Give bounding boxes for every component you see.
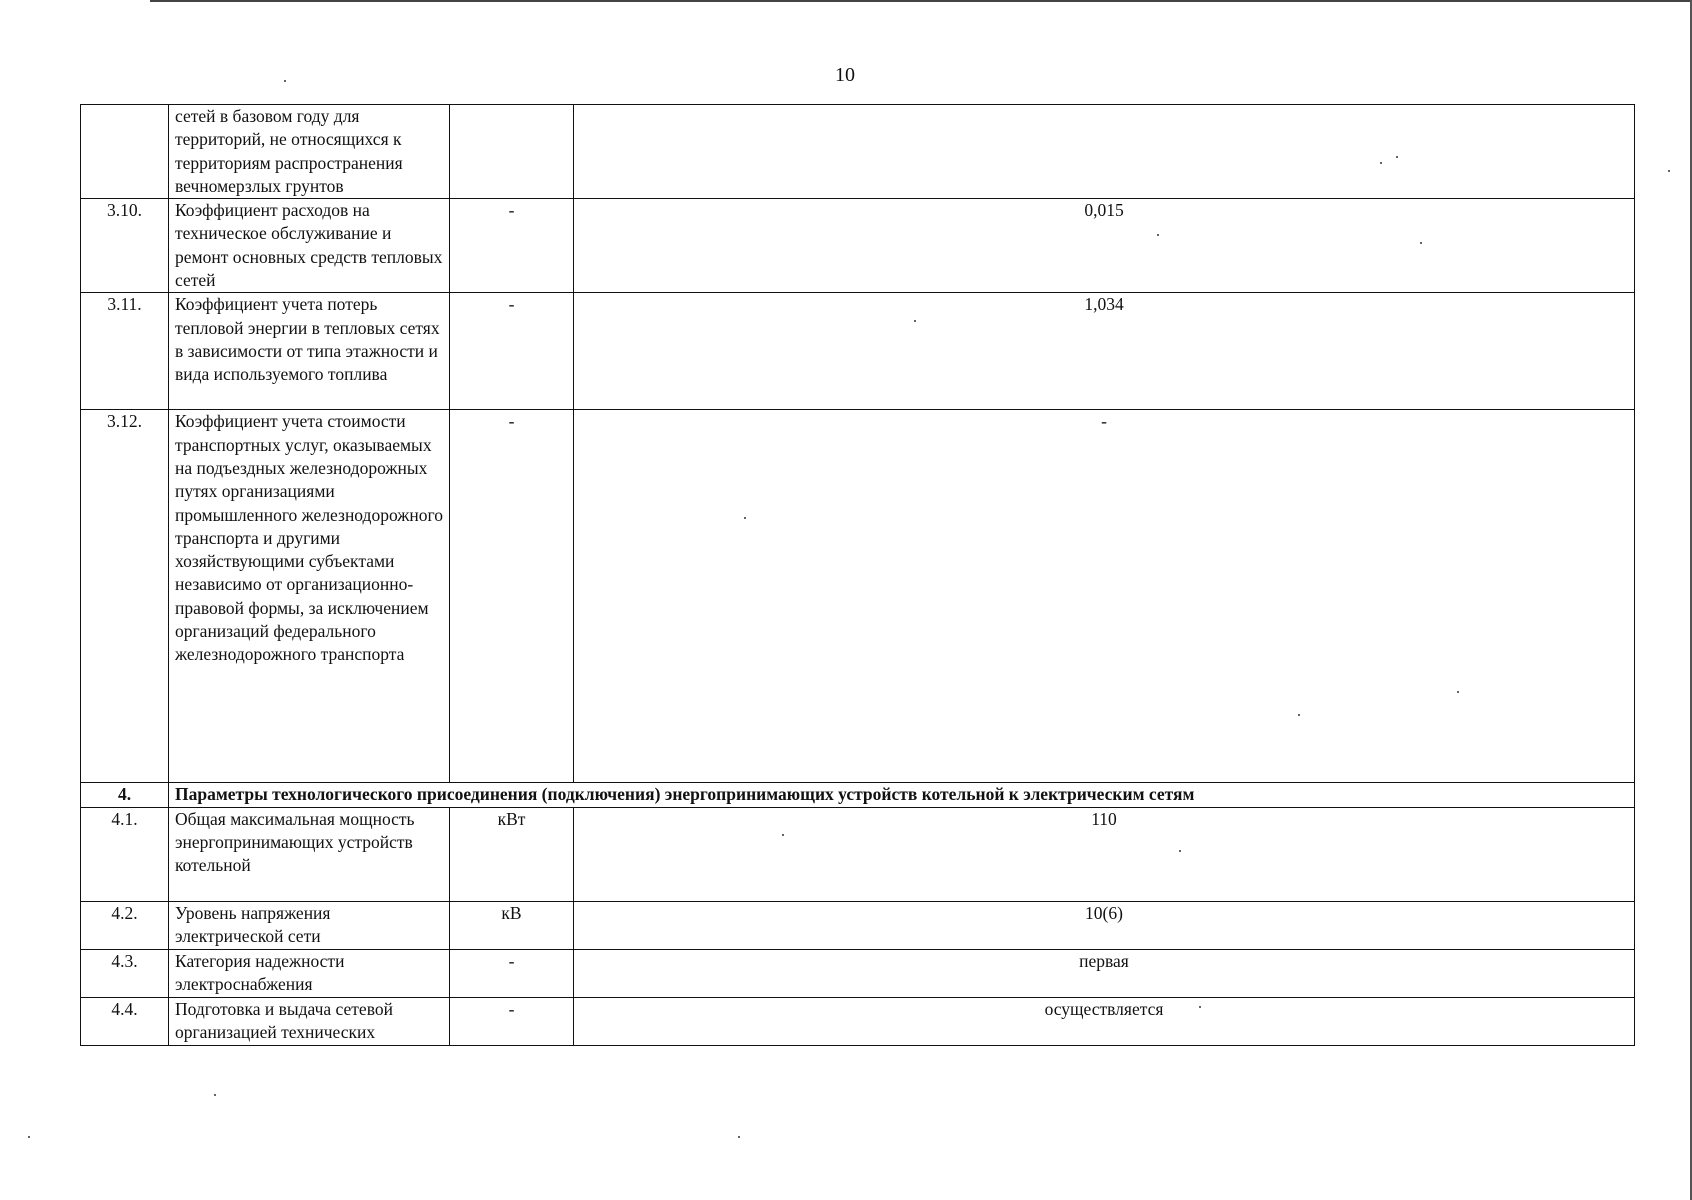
scan-speck (1298, 714, 1300, 716)
parameters-table (80, 104, 1635, 1046)
scan-speck (1199, 1006, 1201, 1008)
scan-speck (1457, 691, 1459, 693)
section-number: 4. (81, 783, 169, 807)
row-value: осуществляется (574, 997, 1635, 1045)
scan-edge-top (150, 0, 1692, 2)
scan-speck (28, 1136, 30, 1138)
row-value (574, 105, 1635, 199)
page-number: 10 (835, 64, 855, 86)
scan-speck (1380, 162, 1382, 164)
row-value: 10(6) (574, 901, 1635, 949)
table-row-4-3 (81, 949, 1635, 997)
row-value: 110 (574, 807, 1635, 901)
row-unit: кВ (450, 901, 574, 949)
row-number: 4.2. (81, 901, 169, 949)
row-unit: - (450, 410, 574, 783)
row-unit (450, 105, 574, 199)
scan-speck (738, 1136, 740, 1138)
table-row-continuation (81, 105, 1635, 199)
table-section-header-4 (81, 783, 1635, 807)
row-unit: - (450, 293, 574, 410)
table-row-3-12 (81, 410, 1635, 783)
table-row-3-11 (81, 293, 1635, 410)
row-number: 3.11. (81, 293, 169, 410)
table-row-4-2 (81, 901, 1635, 949)
row-number: 3.10. (81, 199, 169, 293)
scan-speck (744, 517, 746, 519)
table-row-3-10 (81, 199, 1635, 293)
section-title: Параметры технологического присоединения (подключения) энергопринимающих устройств котельной к электрическим сетям (169, 783, 1635, 807)
scan-speck (284, 80, 286, 82)
row-parameter-name: Уровень напряжения электрической сети (169, 901, 450, 949)
row-unit: - (450, 199, 574, 293)
row-parameter-name: Общая максимальная мощность энергопринимающих устройств котельной (169, 807, 450, 901)
row-parameter-name: Категория надежности электроснабжения (169, 949, 450, 997)
scan-speck (214, 1094, 216, 1096)
row-parameter-name: Коэффициент учета потерь тепловой энергии в тепловых сетях в зависимости от типа этажности и вида используемого топлива (169, 293, 450, 410)
row-unit: - (450, 997, 574, 1045)
row-parameter-name: сетей в базовом году для территорий, не относящихся к территориям распространения вечномерзлых грунтов (169, 105, 450, 199)
row-value: - (574, 410, 1635, 783)
row-parameter-name: Подготовка и выдача сетевой организацией технических (169, 997, 450, 1045)
row-parameter-name: Коэффициент учета стоимости транспортных услуг, оказываемых на подъездных железнодорожных путях организациями промышленного железнодорожного транспорта и другими хозяйствующими субъектами независимо от организационно-правовой формы, за исключением организаций федерального железнодорожного транспорта (169, 410, 450, 783)
row-number: 4.1. (81, 807, 169, 901)
row-unit: кВт (450, 807, 574, 901)
scan-speck (1668, 170, 1670, 172)
table-row-4-4 (81, 997, 1635, 1045)
row-number: 4.4. (81, 997, 169, 1045)
scan-speck (914, 320, 916, 322)
row-value: 0,015 (574, 199, 1635, 293)
row-number: 3.12. (81, 410, 169, 783)
row-value: первая (574, 949, 1635, 997)
scan-speck (1396, 156, 1398, 158)
row-value: 1,034 (574, 293, 1635, 410)
scan-speck (782, 834, 784, 836)
scan-speck (1179, 850, 1181, 852)
scan-speck (1420, 242, 1422, 244)
scan-speck (1157, 234, 1159, 236)
row-parameter-name: Коэффициент расходов на техническое обслуживание и ремонт основных средств тепловых сетей (169, 199, 450, 293)
row-number (81, 105, 169, 199)
row-unit: - (450, 949, 574, 997)
row-number: 4.3. (81, 949, 169, 997)
table-row-4-1 (81, 807, 1635, 901)
